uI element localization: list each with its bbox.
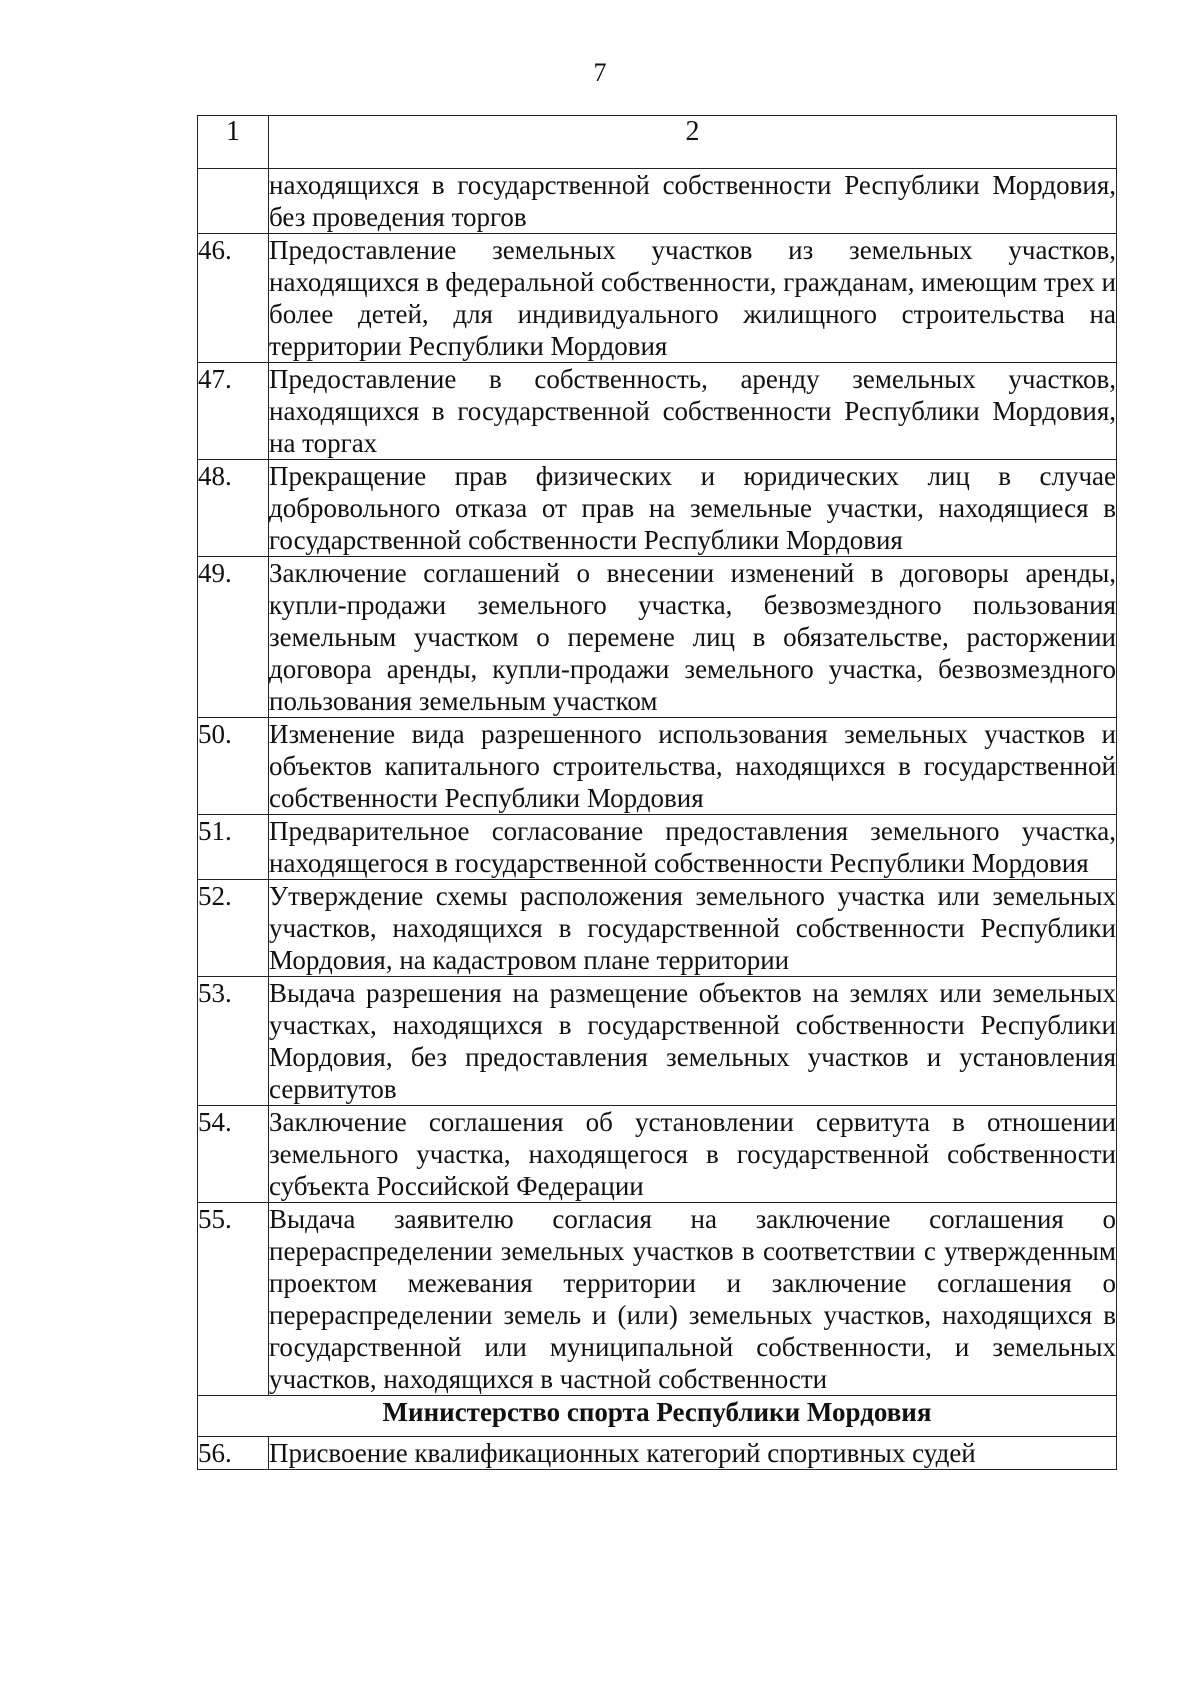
table-row — [198, 1437, 1117, 1470]
row-number: 47. — [198, 363, 269, 460]
section-title: Министерство спорта Республики Мордовия — [198, 1396, 1117, 1437]
table-row — [198, 460, 1117, 557]
table-row — [198, 169, 1117, 234]
row-number: 50. — [198, 718, 269, 815]
table-header-row — [198, 116, 1117, 169]
row-number: 55. — [198, 1203, 269, 1396]
table-row — [198, 234, 1117, 363]
table-row — [198, 977, 1117, 1106]
row-text: Заключение соглашения об установлении сервитута в отношении земельного участка, находящегося в государственной собственности субъекта Российской Федерации — [269, 1107, 1116, 1201]
row-text: Заключение соглашений о внесении изменений в договоры аренды, купли-продажи земельного участка, безвозмездного пользования земельным участком о перемене лиц в обязательстве, расторжении договора аренды, купли-продажи земельного участка, безвозмездного пользования земельным участком — [269, 558, 1116, 716]
row-text: Выдача заявителю согласия на заключение соглашения о перераспределении земельных участков в соответствии с утвержденным проектом межевания территории и заключение соглашения о перераспределении земель и (или) земельных участков, находящихся в государственной или муниципальной собственности, и земельных участков, находящихся в частной собственности — [269, 1204, 1116, 1394]
row-text: Прекращение прав физических и юридических лиц в случае добровольного отказа от прав на земельные участки, находящиеся в государственной собственности Республики Мордовия — [269, 461, 1116, 555]
row-number: 49. — [198, 557, 269, 718]
row-number: 48. — [198, 460, 269, 557]
row-number: 51. — [198, 815, 269, 880]
table-row — [198, 363, 1117, 460]
row-number: 56. — [198, 1437, 269, 1470]
row-number: 54. — [198, 1106, 269, 1203]
row-number: 46. — [198, 234, 269, 363]
row-text: Выдача разрешения на размещение объектов на землях или земельных участках, находящихся в государственной собственности Республики Мордовия, без предоставления земельных участков и установления сервитутов — [269, 978, 1116, 1104]
table-row — [198, 880, 1117, 977]
services-table — [197, 115, 1117, 1470]
table-row — [198, 1106, 1117, 1203]
header-col-1: 1 — [198, 116, 269, 169]
table-row — [198, 815, 1117, 880]
row-text: Изменение вида разрешенного использования земельных участков и объектов капитального строительства, находящихся в государственной собственности Республики Мордовия — [269, 719, 1116, 813]
header-col-2: 2 — [269, 116, 1117, 169]
row-number — [198, 169, 269, 234]
row-text: Предоставление земельных участков из земельных участков, находящихся в федеральной собственности, гражданам, имеющим трех и более детей, для индивидуального жилищного строительства на территории Республики Мордовия — [269, 235, 1116, 361]
section-header-row — [198, 1396, 1117, 1437]
table-row — [198, 557, 1117, 718]
row-text: Утверждение схемы расположения земельного участка или земельных участков, находящихся в государственной собственности Республики Мордовия, на кадастровом плане территории — [269, 881, 1116, 975]
table-row — [198, 1203, 1117, 1396]
row-text: находящихся в государственной собственности Республики Мордовия, без проведения торгов — [269, 170, 1116, 232]
table-row — [198, 718, 1117, 815]
row-number: 53. — [198, 977, 269, 1106]
row-text: Предоставление в собственность, аренду земельных участков, находящихся в государственной собственности Республики Мордовия, на торгах — [269, 364, 1116, 458]
row-number: 52. — [198, 880, 269, 977]
row-text: Предварительное согласование предоставления земельного участка, находящегося в государственной собственности Республики Мордовия — [269, 816, 1116, 878]
page-number: 7 — [593, 58, 607, 87]
row-text: Присвоение квалификационных категорий спортивных судей — [269, 1437, 1117, 1470]
